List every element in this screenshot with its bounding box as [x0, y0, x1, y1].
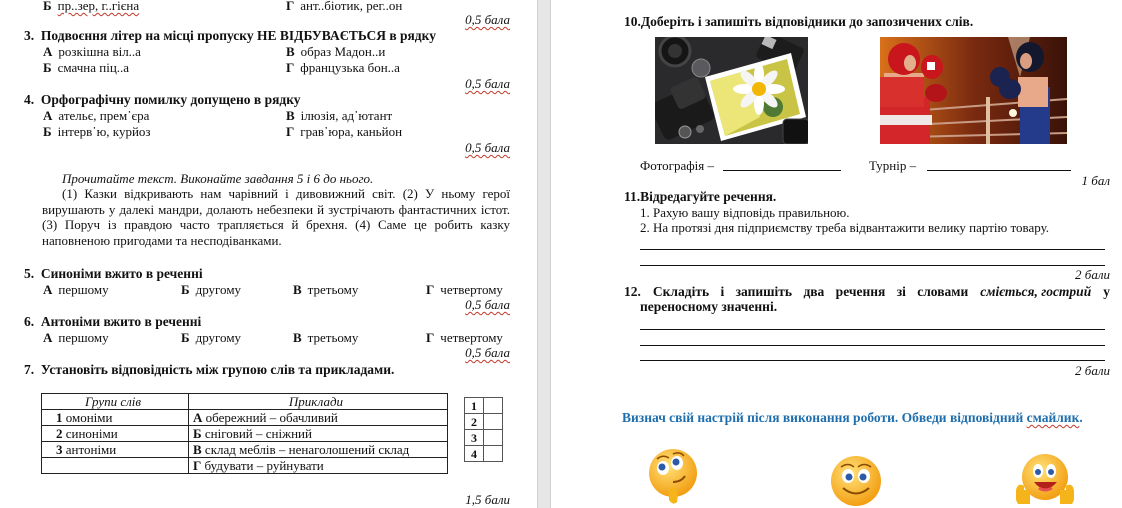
header-groups: Групи слів	[42, 394, 189, 410]
q5-score	[465, 297, 510, 312]
option-text: першому	[58, 282, 109, 297]
q6-option-b	[181, 330, 241, 345]
option-text: другому	[195, 330, 242, 345]
matching-table	[41, 393, 448, 474]
q12-title	[624, 284, 1110, 299]
option-letter: В	[293, 282, 302, 297]
grid-answer-cell[interactable]	[484, 398, 503, 414]
question-text: Відредагуйте речення.	[640, 189, 777, 204]
option-letter: Г	[426, 330, 435, 345]
group-cell	[42, 426, 189, 442]
mood-text: Визнач свій настрій після виконання роботи. Обведи відповідний	[622, 410, 1027, 425]
q4-title	[24, 92, 301, 107]
answer-line[interactable]	[640, 265, 1105, 266]
prompt-word: Фотографія –	[640, 158, 714, 173]
document-page-left	[0, 0, 537, 508]
document-page-right	[551, 0, 1122, 508]
option-letter: Г	[426, 282, 435, 297]
page-gutter	[537, 0, 551, 508]
grid-answer-cell[interactable]	[484, 414, 503, 430]
table-row	[42, 442, 448, 458]
q5-option-v	[293, 282, 358, 297]
score-text: 0,5 бала	[465, 297, 510, 312]
question-text: Складіть і запишіть два речення зі словами	[652, 284, 969, 299]
group-number: 3	[56, 442, 63, 457]
grid-number: 1	[465, 398, 484, 414]
mood-text-end: .	[1079, 410, 1083, 425]
question-text: Установіть відповідність між групою слів та прикладами.	[40, 362, 395, 377]
group-text: антоніми	[65, 442, 117, 457]
q3-title	[24, 28, 436, 43]
answer-grid	[464, 397, 503, 462]
q11-sentence-1: 1. Рахую вашу відповідь правильною.	[640, 205, 850, 220]
q3-option-v	[286, 44, 385, 59]
question-number: 5.	[24, 266, 35, 281]
answer-line[interactable]	[640, 329, 1105, 330]
q4-option-b	[43, 124, 151, 139]
example-cell	[189, 410, 448, 426]
q5-title	[24, 266, 203, 281]
option-letter: Б	[181, 330, 190, 345]
q10-prompt-photo	[640, 158, 714, 173]
score-text: 0,5 бала	[465, 12, 510, 27]
score-text: 0,5 бала	[465, 345, 510, 360]
question-text: Доберіть і запишіть відповідники до запозичених слів.	[640, 14, 974, 29]
smiling-smiley-icon[interactable]	[830, 455, 882, 507]
option-letter: Г	[286, 60, 295, 75]
example-cell	[189, 458, 448, 474]
photography-image	[655, 37, 808, 144]
option-text: другому	[195, 282, 242, 297]
reading-instruction: Прочитайте текст. Виконайте завдання 5 і 6 до нього.	[62, 171, 374, 186]
group-cell-empty	[42, 458, 189, 474]
mood-instruction	[622, 410, 1083, 426]
q3-score	[465, 76, 510, 91]
q6-option-v	[293, 330, 358, 345]
group-number: 2	[56, 426, 63, 441]
question-number: 12.	[624, 284, 641, 299]
option-letter: Б	[181, 282, 190, 297]
mood-text-flagged: смайлик	[1026, 410, 1080, 425]
option-letter: В	[286, 108, 295, 123]
q10-prompt-tournament	[869, 158, 916, 173]
option-text: ілюзія, ад᾿ютант	[300, 108, 393, 123]
boxing-illustration	[880, 37, 1067, 144]
question-text: Орфографічну помилку допущено в рядку	[40, 92, 301, 107]
option-letter: Г	[286, 124, 295, 139]
option-letter: Г	[286, 0, 295, 13]
option-text: інтерв᾿ю, курйоз	[57, 124, 151, 139]
q4-option-a	[43, 108, 149, 123]
group-cell	[42, 410, 189, 426]
example-text: сніговий – сніжний	[204, 426, 312, 441]
example-text: склад меблів – ненаголошений склад	[204, 442, 410, 457]
group-number: 1	[56, 410, 63, 425]
option-text: четвертому	[440, 330, 503, 345]
q7-score: 1,5 бали	[465, 492, 510, 507]
question-number: 4.	[24, 92, 35, 107]
example-letter: В	[193, 442, 202, 457]
example-letter: Б	[193, 426, 202, 441]
q11-score: 2 бали	[1075, 267, 1110, 282]
question-number: 7.	[24, 362, 35, 377]
group-text: омоніми	[65, 410, 113, 425]
grid-answer-cell[interactable]	[484, 446, 503, 462]
option-text: четвертому	[440, 282, 503, 297]
option-letter: А	[43, 44, 53, 59]
option-letter: В	[286, 44, 295, 59]
option-text: розкішна віл..а	[58, 44, 141, 59]
example-letter: Г	[193, 458, 202, 473]
example-letter: А	[193, 410, 203, 425]
q3-option-b	[43, 60, 129, 75]
answer-line[interactable]	[640, 345, 1105, 346]
option-letter: В	[293, 330, 302, 345]
option-text: смачна піц..а	[57, 60, 130, 75]
thinking-smiley-icon[interactable]	[643, 446, 703, 508]
reading-text: (1) Казки відкривають нам чарівний і дивовижний світ. (2) У ньому герої вирушають у далекі мандри, долають небезпеки й зустрічають фантастичних істот. (3) Поруч із правдою часто трапляється й брехня. (4) Саме це робить казку наповненою пригодами та несподіванками.	[42, 186, 510, 248]
option-letter: А	[43, 330, 53, 345]
option-text: ательє, прем᾿єра	[58, 108, 150, 123]
q4-option-v	[286, 108, 392, 123]
option-text: грав᾿юра, каньйон	[300, 124, 403, 139]
grid-number: 2	[465, 414, 484, 430]
option-text: третьому	[307, 330, 359, 345]
example-text: будувати – руйнувати	[204, 458, 324, 473]
question-text-tail: у	[1103, 284, 1110, 299]
option-text: третьому	[307, 282, 359, 297]
answer-line-photo[interactable]	[723, 170, 841, 171]
option-text: образ Мадон..и	[300, 44, 386, 59]
option-text: пр..зер, г..гієна	[57, 0, 140, 13]
q4-option-g	[286, 124, 402, 139]
option-letter: А	[43, 108, 53, 123]
q12-score: 2 бали	[1075, 363, 1110, 378]
option-text: французька бон..а	[300, 60, 400, 75]
table-header-row	[42, 394, 448, 410]
example-cell	[189, 426, 448, 442]
question-number: 11.	[624, 189, 641, 204]
example-cell	[189, 442, 448, 458]
score-text: 0,5 бала	[465, 76, 510, 91]
q5-option-b	[181, 282, 241, 297]
q6-title	[24, 314, 201, 329]
q3-option-g	[286, 60, 400, 75]
option-letter: Б	[43, 0, 52, 13]
answer-line-tournament[interactable]	[927, 170, 1071, 171]
q2-option-g	[286, 0, 402, 13]
q10-score: 1 бал	[1081, 173, 1110, 188]
group-cell	[42, 442, 189, 458]
group-text: синоніми	[65, 426, 118, 441]
answer-line[interactable]	[640, 360, 1105, 361]
q3-option-a	[43, 44, 141, 59]
question-text: Антоніми вжито в реченні	[40, 314, 202, 329]
q5-option-a	[43, 282, 109, 297]
q11-sentence-2: 2. На протязі дня підприємству треба відвантажити велику партію товару.	[640, 220, 1050, 235]
q6-score	[465, 345, 510, 360]
question-text: Синоніми вжито в реченні	[40, 266, 203, 281]
thumbs-up-smiley-icon[interactable]	[1012, 452, 1078, 508]
option-text: першому	[58, 330, 109, 345]
prompt-word: Турнір –	[869, 158, 917, 173]
question-number: 6.	[24, 314, 35, 329]
q2-score	[465, 12, 510, 27]
q6-option-a	[43, 330, 109, 345]
q2-option-b	[43, 0, 139, 13]
q10-title	[624, 14, 973, 29]
score-text: 0,5 бала	[465, 140, 510, 155]
q7-title	[24, 362, 394, 377]
question-number: 3.	[24, 28, 35, 43]
table-row	[42, 458, 448, 474]
q12-title-line2: переносному значенні.	[640, 299, 778, 314]
header-examples: Приклади	[189, 394, 448, 410]
q4-score	[465, 140, 510, 155]
example-text: обережний – обачливий	[205, 410, 338, 425]
table-row	[42, 410, 448, 426]
grid-number: 3	[465, 430, 484, 446]
camera-photo-illustration	[655, 37, 808, 144]
question-italic-words: сміється, гострий	[980, 284, 1092, 299]
option-letter: Б	[43, 124, 52, 139]
option-text: ант..біотик, рег..он	[300, 0, 403, 13]
answer-line[interactable]	[640, 249, 1105, 250]
option-letter: Б	[43, 60, 52, 75]
boxing-image	[880, 37, 1067, 144]
q6-option-g	[426, 330, 503, 345]
grid-number: 4	[465, 446, 484, 462]
option-letter: А	[43, 282, 53, 297]
q11-title	[624, 189, 776, 204]
q5-option-g	[426, 282, 503, 297]
grid-answer-cell[interactable]	[484, 430, 503, 446]
table-row	[42, 426, 448, 442]
question-text: Подвоєння літер на місці пропуску НЕ ВІДБУВАЄТЬСЯ в рядку	[40, 28, 436, 43]
question-number: 10.	[624, 14, 641, 29]
